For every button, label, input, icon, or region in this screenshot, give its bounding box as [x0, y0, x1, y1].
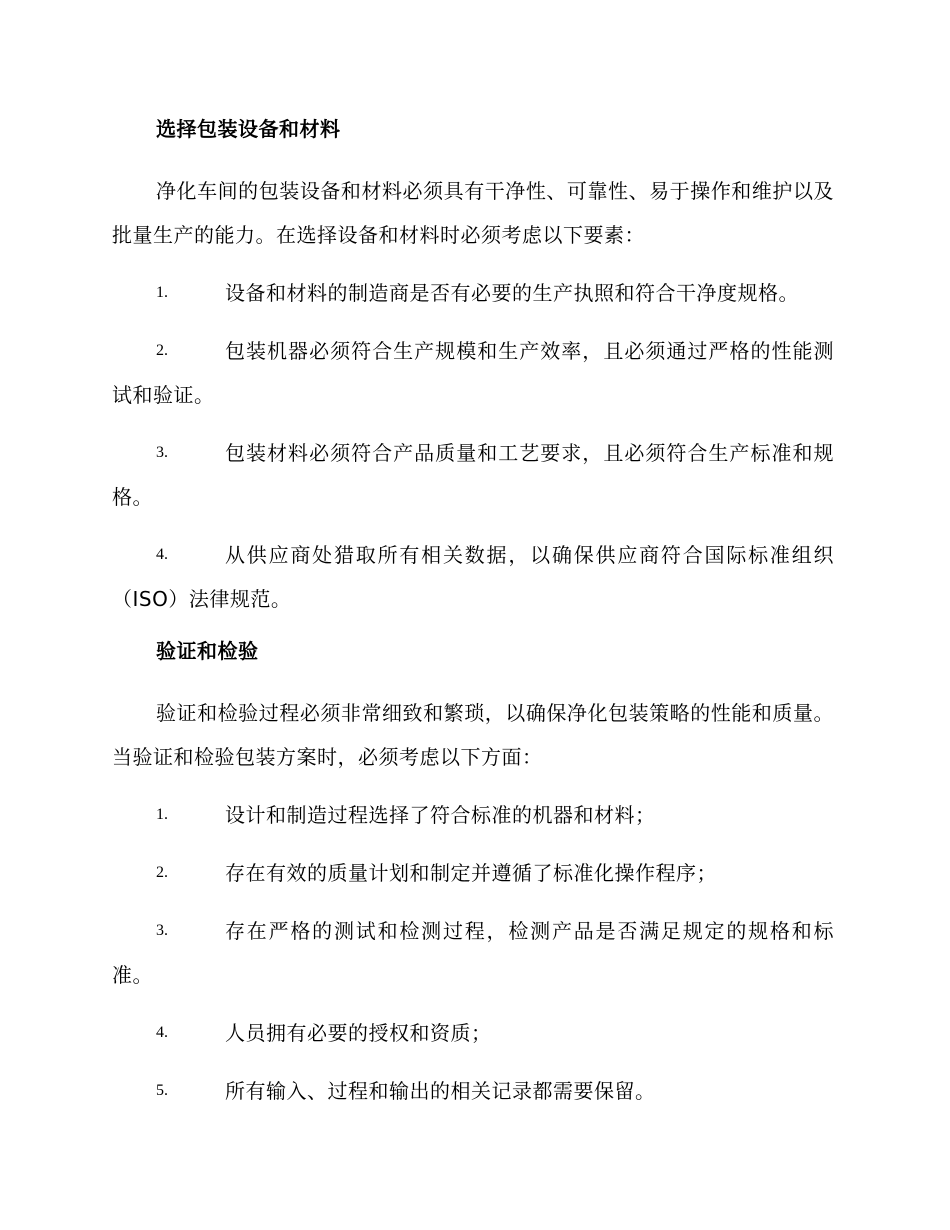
list-item	[112, 431, 834, 519]
list-item-number: 4.	[156, 1024, 168, 1041]
list-item-number: 3.	[156, 922, 168, 939]
list-item-number: 2.	[156, 864, 168, 881]
list-item-text: 人员拥有必要的授权和资质；	[225, 1021, 492, 1045]
list-item	[112, 1011, 834, 1055]
list-item-number: 5.	[156, 1082, 168, 1099]
section-equipment-selection	[112, 113, 834, 621]
list-item-number: 1.	[156, 284, 168, 301]
list-item-text: 从供应商处猎取所有相关数据，以确保供应商符合国际标准组织（ISO）法律规范。	[112, 543, 834, 611]
list-item-text: 包装机器必须符合生产规模和生产效率，且必须通过严格的性能测试和验证。	[112, 339, 834, 407]
list-item	[112, 1069, 834, 1113]
section-intro-paragraph: 验证和检验过程必须非常细致和繁琐，以确保净化包装策略的性能和质量。当验证和检验包装方案时，必须考虑以下方面：	[112, 701, 834, 769]
list-item-text: 所有输入、过程和输出的相关记录都需要保留。	[225, 1079, 656, 1103]
list-item-number: 1.	[156, 806, 168, 823]
section-heading: 选择包装设备和材料	[156, 117, 341, 141]
section-heading: 验证和检验	[156, 639, 259, 663]
list-item-text: 存在严格的测试和检测过程，检测产品是否满足规定的规格和标准。	[112, 919, 834, 987]
section-verification	[112, 635, 834, 1113]
list-item-number: 2.	[156, 342, 168, 359]
list-item-number: 3.	[156, 444, 168, 461]
list-item-text: 包装材料必须符合产品质量和工艺要求，且必须符合生产标准和规格。	[112, 441, 834, 509]
list-item-number: 4.	[156, 546, 168, 563]
list-item-text: 设备和材料的制造商是否有必要的生产执照和符合干净度规格。	[225, 281, 799, 305]
list-item-text: 存在有效的质量计划和制定并遵循了标准化操作程序；	[225, 861, 717, 885]
list-item	[112, 533, 834, 621]
document-page	[112, 113, 834, 1127]
verification-aspects-list	[112, 793, 834, 1113]
list-item	[112, 851, 834, 895]
requirements-list	[112, 271, 834, 621]
list-item	[112, 329, 834, 417]
list-item	[112, 793, 834, 837]
list-item-text: 设计和制造过程选择了符合标准的机器和材料；	[225, 803, 656, 827]
section-intro-paragraph: 净化车间的包装设备和材料必须具有干净性、可靠性、易于操作和维护以及批量生产的能力。在选择设备和材料时必须考虑以下要素：	[112, 179, 834, 247]
list-item	[112, 909, 834, 997]
list-item	[112, 271, 834, 315]
